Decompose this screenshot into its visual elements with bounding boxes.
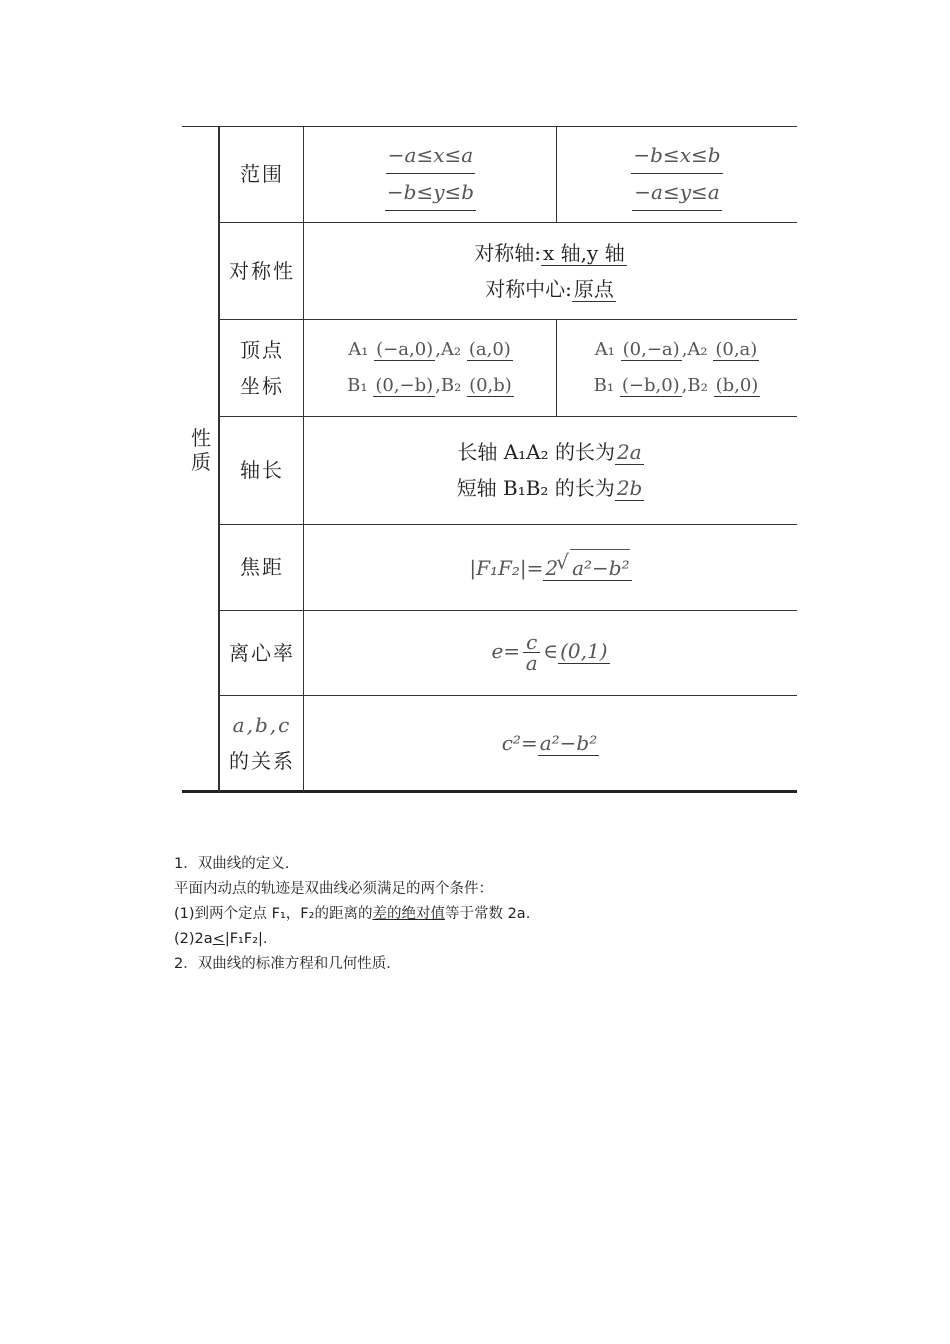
range-ellipse-x xyxy=(304,126,557,222)
row-label-eccentricity: 离心率 xyxy=(229,640,295,665)
symmetry-axis-prefix: 对称轴: xyxy=(474,240,542,265)
note-line-3-underlined: 差的绝对值 xyxy=(372,906,445,922)
major-axis-value: 2a xyxy=(616,440,642,464)
note-heading-2: 2．双曲线的标准方程和几何性质． xyxy=(174,956,401,972)
vertex-b2-label-right: ,B₂ xyxy=(681,374,708,396)
eccentricity-content xyxy=(304,610,797,695)
major-axis-prefix: 长轴 A₁A₂ 的长为 xyxy=(457,440,615,464)
vertices-right xyxy=(557,319,797,416)
row-label-range: 范围 xyxy=(240,162,284,186)
relation-label-2: 的关系 xyxy=(229,748,295,773)
vertex-b2-value: (0,b) xyxy=(469,374,512,396)
vertex-b1-label: B₁ xyxy=(347,374,368,396)
minor-axis-value: 2b xyxy=(616,476,643,500)
vertex-b1-value-right: (−b,0) xyxy=(621,374,680,396)
symmetry-center-value: 原点 xyxy=(573,276,614,301)
symmetry-axis-value: x 轴,y 轴 xyxy=(543,240,625,265)
ecc-in: ∈ xyxy=(543,639,559,663)
note-line-4 xyxy=(174,927,530,952)
vertex-a1-label: A₁ xyxy=(348,338,369,360)
range-right-x: −b≤x≤b xyxy=(631,137,722,174)
section-label-properties: 性质 xyxy=(191,426,211,474)
vertex-a2-value-right: (0,a) xyxy=(715,338,758,360)
note-line-4-a: (2)2a xyxy=(174,931,213,947)
minor-axis-prefix: 短轴 B₁B₂ 的长为 xyxy=(456,476,615,500)
vertex-b1-value: (0,−b) xyxy=(375,374,434,396)
range-right-y: −a≤y≤a xyxy=(632,174,721,211)
row-label-focal: 焦距 xyxy=(240,555,284,579)
vertices-left xyxy=(304,319,557,416)
note-line-4-b: |F₁F₂|. xyxy=(224,931,268,947)
vertices-label-2: 坐标 xyxy=(240,373,284,398)
symmetry-center-prefix: 对称中心: xyxy=(485,276,572,301)
relation-rhs: a²−b² xyxy=(539,730,598,755)
relation-content xyxy=(304,695,797,790)
range-left-x: −a≤x≤a xyxy=(386,137,475,174)
note-line-3-b: 等于常数 2a. xyxy=(444,906,531,922)
focal-lhs: |F₁F₂|= xyxy=(469,555,544,580)
symmetry-content xyxy=(304,222,797,319)
note-line-3 xyxy=(174,902,530,927)
note-heading-1: 1．双曲线的定义． xyxy=(174,856,300,872)
vertex-a2-label-right: ,A₂ xyxy=(681,338,708,360)
note-line-4-underlined: < xyxy=(212,931,225,947)
vertex-a1-value-right: (0,−a) xyxy=(622,338,680,360)
row-label-relation xyxy=(220,695,304,790)
note-line-2: 平面内动点的轨迹是双曲线必须满足的两个条件： xyxy=(174,881,493,897)
focal-content xyxy=(304,524,797,610)
relation-lhs: c²= xyxy=(501,730,538,755)
axis-length-content xyxy=(304,416,797,524)
vertex-a2-value: (a,0) xyxy=(468,338,511,360)
relation-label-1: a,b,c xyxy=(232,712,292,737)
ecc-den: a xyxy=(525,651,538,675)
ecc-lhs: e= xyxy=(491,639,521,663)
row-label-symmetry: 对称性 xyxy=(229,258,295,283)
vertices-label-1: 顶点 xyxy=(240,337,284,362)
vertex-b2-value-right: (b,0) xyxy=(715,374,759,396)
range-ellipse-y xyxy=(557,126,797,222)
focal-coef: 2 xyxy=(545,555,559,580)
ecc-interval: (0,1) xyxy=(560,639,608,663)
notes-section xyxy=(174,852,530,977)
vertex-a1-label-right: A₁ xyxy=(594,338,615,360)
focal-radicand: √ a²−b² xyxy=(570,549,630,586)
vertex-b1-label-right: B₁ xyxy=(593,374,615,396)
ecc-num: c xyxy=(523,632,540,653)
note-line-3-a: (1)到两个定点 F₁，F₂的距离的 xyxy=(174,906,373,922)
vertex-b2-label: ,B₂ xyxy=(435,374,462,396)
row-label-vertices xyxy=(220,319,304,416)
properties-table xyxy=(182,126,797,792)
range-left-y: −b≤y≤b xyxy=(385,174,476,211)
vertex-a2-label: ,A₂ xyxy=(435,338,462,360)
vertex-a1-value: (−a,0) xyxy=(376,338,434,360)
row-label-axis-length: 轴长 xyxy=(240,458,284,482)
